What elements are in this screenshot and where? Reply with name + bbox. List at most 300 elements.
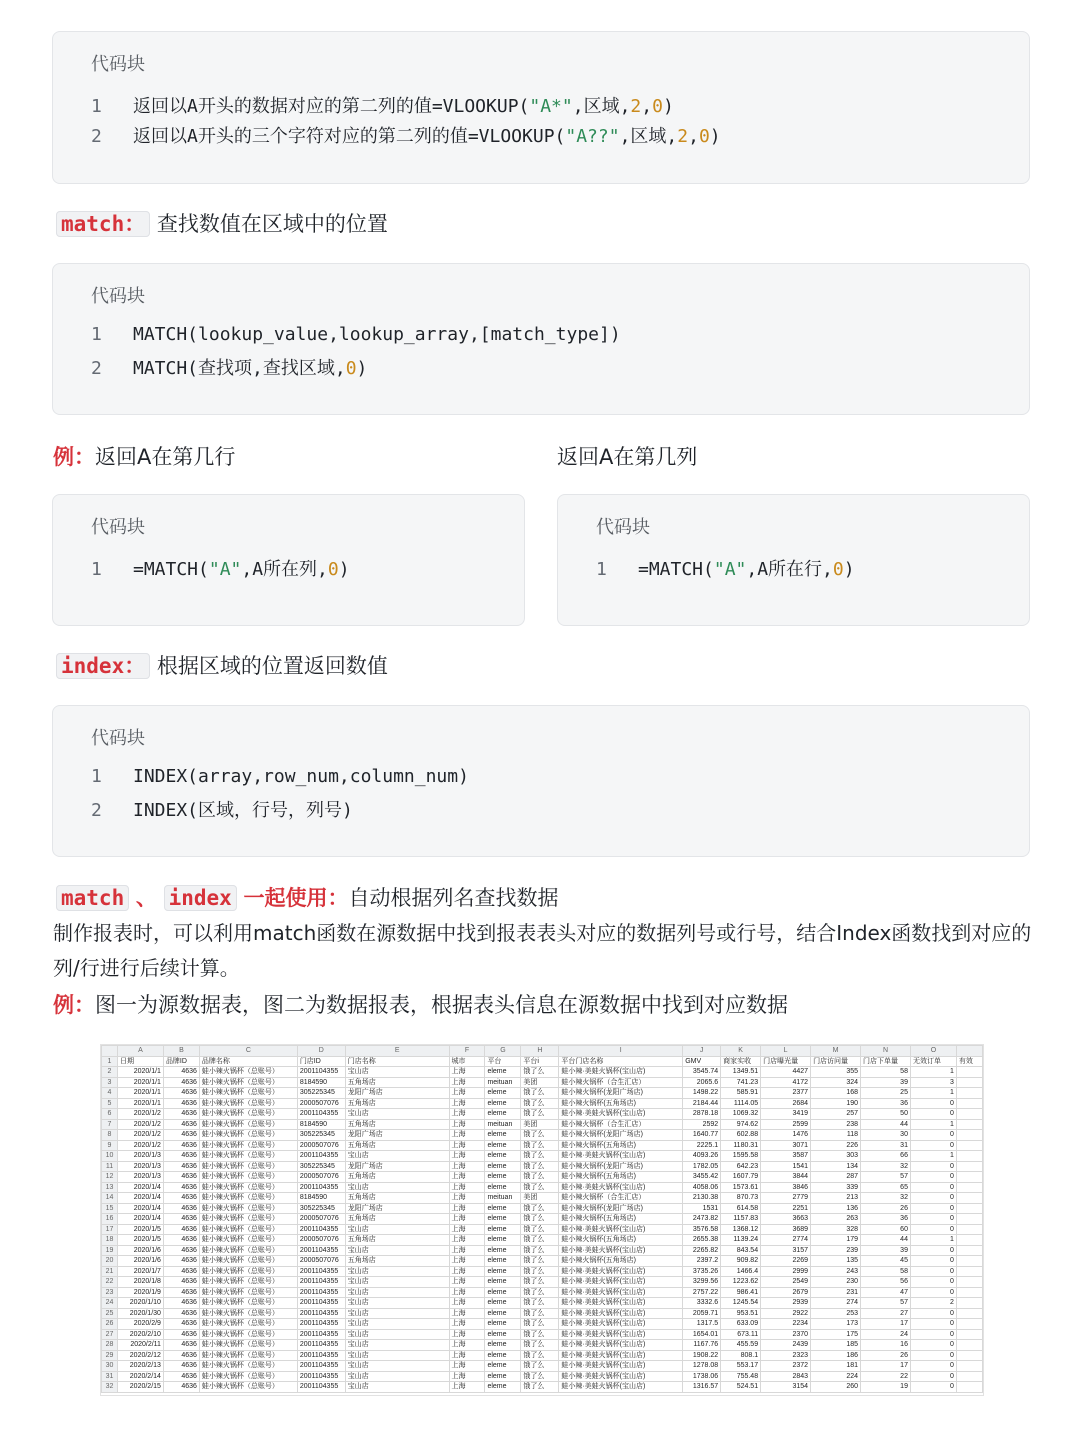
data-cell[interactable]: 2774 — [761, 1235, 811, 1246]
data-cell[interactable]: 饿了么 — [521, 1098, 559, 1109]
data-cell[interactable]: 饿了么 — [521, 1287, 559, 1298]
data-cell[interactable]: 蛙小辣火锅杯(龙阳广场店) — [559, 1161, 683, 1172]
data-cell[interactable]: 974.62 — [721, 1119, 761, 1130]
data-cell[interactable]: 饿了么 — [521, 1319, 559, 1330]
data-cell[interactable]: 2000507076 — [297, 1214, 345, 1225]
data-cell[interactable]: 龙阳广场店 — [345, 1130, 449, 1141]
data-cell[interactable]: 2439 — [761, 1340, 811, 1351]
data-cell[interactable]: 2 — [910, 1298, 956, 1309]
data-cell[interactable]: 蛙小辣·美蛙火锅杯(宝山店) — [559, 1361, 683, 1372]
data-cell[interactable]: 26 — [861, 1203, 911, 1214]
data-cell[interactable]: 324 — [811, 1077, 861, 1088]
data-cell[interactable]: eleme — [485, 1371, 521, 1382]
data-cell[interactable]: 2549 — [761, 1277, 811, 1288]
data-cell[interactable]: 饿了么 — [521, 1151, 559, 1162]
data-cell[interactable]: 宝山店 — [345, 1329, 449, 1340]
data-cell[interactable]: 0 — [910, 1382, 956, 1393]
data-cell[interactable]: 蛙小辣火锅杯（总账号） — [199, 1382, 297, 1393]
data-cell[interactable]: 305225345 — [297, 1203, 345, 1214]
data-cell[interactable]: 2020/1/1 — [117, 1077, 163, 1088]
data-cell[interactable]: 2020/1/4 — [117, 1182, 163, 1193]
data-cell[interactable]: 上海 — [449, 1256, 485, 1267]
data-cell[interactable]: 蛙小辣·美蛙火锅杯(宝山店) — [559, 1329, 683, 1340]
data-cell[interactable]: 上海 — [449, 1266, 485, 1277]
data-cell[interactable]: 五角场店 — [345, 1193, 449, 1204]
data-cell[interactable]: 2372 — [761, 1361, 811, 1372]
data-cell[interactable] — [956, 1151, 982, 1162]
data-cell[interactable] — [956, 1193, 982, 1204]
data-cell[interactable]: 美团 — [521, 1119, 559, 1130]
data-cell[interactable]: 蛙小辣·美蛙火锅杯(宝山店) — [559, 1298, 683, 1309]
data-cell[interactable]: 上海 — [449, 1067, 485, 1078]
data-cell[interactable]: 2020/1/1 — [117, 1067, 163, 1078]
row-number[interactable]: 6 — [102, 1109, 118, 1120]
data-cell[interactable]: 1 — [910, 1119, 956, 1130]
data-cell[interactable]: 龙阳广场店 — [345, 1161, 449, 1172]
data-cell[interactable]: 2020/1/3 — [117, 1172, 163, 1183]
data-cell[interactable]: 1069.32 — [721, 1109, 761, 1120]
data-cell[interactable]: 2020/1/2 — [117, 1109, 163, 1120]
data-cell[interactable]: 蛙小辣火锅杯(五角场店) — [559, 1256, 683, 1267]
data-cell[interactable]: 蛙小辣·美蛙火锅杯(宝山店) — [559, 1182, 683, 1193]
data-cell[interactable]: 蛙小辣火锅杯（总账号） — [199, 1130, 297, 1141]
header-cell[interactable]: 商家实收 — [721, 1056, 761, 1067]
data-cell[interactable]: 蛙小辣火锅杯（总账号） — [199, 1224, 297, 1235]
data-cell[interactable] — [956, 1287, 982, 1298]
data-cell[interactable]: 2020/2/10 — [117, 1329, 163, 1340]
data-cell[interactable] — [956, 1098, 982, 1109]
data-cell[interactable]: 2265.82 — [683, 1245, 721, 1256]
data-cell[interactable]: 186 — [811, 1350, 861, 1361]
data-cell[interactable]: 173 — [811, 1319, 861, 1330]
data-cell[interactable]: 2001104355 — [297, 1308, 345, 1319]
data-cell[interactable]: 303 — [811, 1151, 861, 1162]
data-cell[interactable] — [956, 1182, 982, 1193]
data-cell[interactable]: eleme — [485, 1350, 521, 1361]
data-cell[interactable]: 上海 — [449, 1172, 485, 1183]
data-cell[interactable]: 1 — [910, 1067, 956, 1078]
data-cell[interactable]: 2000507076 — [297, 1098, 345, 1109]
data-cell[interactable]: 蛙小辣火锅杯（合生汇店） — [559, 1077, 683, 1088]
data-cell[interactable]: 45 — [861, 1256, 911, 1267]
data-cell[interactable]: 1317.5 — [683, 1319, 721, 1330]
data-cell[interactable]: 4427 — [761, 1067, 811, 1078]
data-cell[interactable]: 8184590 — [297, 1193, 345, 1204]
data-cell[interactable]: 蛙小辣火锅杯（总账号） — [199, 1319, 297, 1330]
data-cell[interactable]: 58 — [861, 1067, 911, 1078]
data-cell[interactable]: 上海 — [449, 1214, 485, 1225]
data-cell[interactable]: 27 — [861, 1308, 911, 1319]
data-cell[interactable]: 宝山店 — [345, 1319, 449, 1330]
data-cell[interactable]: 饿了么 — [521, 1109, 559, 1120]
data-cell[interactable]: 2939 — [761, 1298, 811, 1309]
data-cell[interactable]: 1908.22 — [683, 1350, 721, 1361]
data-cell[interactable]: 4172 — [761, 1077, 811, 1088]
column-letter[interactable]: K — [721, 1046, 761, 1057]
data-cell[interactable]: 58 — [861, 1266, 911, 1277]
data-cell[interactable]: 47 — [861, 1287, 911, 1298]
data-cell[interactable]: 蛙小辣火锅杯（总账号） — [199, 1287, 297, 1298]
header-cell[interactable]: 门店曝光量 — [761, 1056, 811, 1067]
data-cell[interactable]: 226 — [811, 1140, 861, 1151]
data-cell[interactable]: 553.17 — [721, 1361, 761, 1372]
header-cell[interactable]: 品牌ID — [163, 1056, 199, 1067]
row-number[interactable]: 5 — [102, 1098, 118, 1109]
data-cell[interactable]: 3157 — [761, 1245, 811, 1256]
data-cell[interactable]: 饿了么 — [521, 1245, 559, 1256]
data-cell[interactable]: 2251 — [761, 1203, 811, 1214]
data-cell[interactable]: 蛙小辣火锅杯（总账号） — [199, 1256, 297, 1267]
data-cell[interactable]: 饿了么 — [521, 1266, 559, 1277]
row-number[interactable]: 29 — [102, 1350, 118, 1361]
data-cell[interactable]: 上海 — [449, 1224, 485, 1235]
data-cell[interactable]: 0 — [910, 1098, 956, 1109]
data-cell[interactable]: 4636 — [163, 1361, 199, 1372]
data-cell[interactable]: 2684 — [761, 1098, 811, 1109]
data-cell[interactable]: 蛙小辣火锅杯（总账号） — [199, 1067, 297, 1078]
data-cell[interactable]: 185 — [811, 1340, 861, 1351]
data-cell[interactable] — [956, 1224, 982, 1235]
data-cell[interactable]: 蛙小辣火锅杯(五角场店) — [559, 1235, 683, 1246]
data-cell[interactable]: 3689 — [761, 1224, 811, 1235]
data-cell[interactable]: 2020/2/15 — [117, 1382, 163, 1393]
data-cell[interactable]: 饿了么 — [521, 1182, 559, 1193]
data-cell[interactable]: 4636 — [163, 1298, 199, 1309]
data-cell[interactable] — [956, 1088, 982, 1099]
data-cell[interactable]: 3545.74 — [683, 1067, 721, 1078]
data-cell[interactable]: 蛙小辣·美蛙火锅杯(宝山店) — [559, 1277, 683, 1288]
data-cell[interactable]: 饿了么 — [521, 1361, 559, 1372]
data-cell[interactable]: 上海 — [449, 1361, 485, 1372]
data-cell[interactable]: 181 — [811, 1361, 861, 1372]
data-cell[interactable]: 17 — [861, 1361, 911, 1372]
data-cell[interactable] — [956, 1340, 982, 1351]
row-number[interactable]: 12 — [102, 1172, 118, 1183]
data-cell[interactable]: 3 — [910, 1077, 956, 1088]
data-cell[interactable]: 0 — [910, 1161, 956, 1172]
data-cell[interactable]: 585.91 — [721, 1088, 761, 1099]
data-cell[interactable]: 蛙小辣·美蛙火锅杯(宝山店) — [559, 1067, 683, 1078]
data-cell[interactable]: 4636 — [163, 1224, 199, 1235]
data-cell[interactable]: 741.23 — [721, 1077, 761, 1088]
data-cell[interactable]: 4636 — [163, 1329, 199, 1340]
data-cell[interactable]: 五角场店 — [345, 1214, 449, 1225]
data-cell[interactable] — [956, 1245, 982, 1256]
data-cell[interactable]: 上海 — [449, 1119, 485, 1130]
data-cell[interactable]: 30 — [861, 1130, 911, 1141]
data-cell[interactable]: 2599 — [761, 1119, 811, 1130]
header-cell[interactable]: 平台i — [521, 1056, 559, 1067]
data-cell[interactable]: 986.41 — [721, 1287, 761, 1298]
data-cell[interactable]: 2000507076 — [297, 1172, 345, 1183]
data-cell[interactable]: 1738.06 — [683, 1371, 721, 1382]
data-cell[interactable]: 蛙小辣·美蛙火锅杯(宝山店) — [559, 1224, 683, 1235]
data-cell[interactable]: 上海 — [449, 1151, 485, 1162]
data-cell[interactable]: 339 — [811, 1182, 861, 1193]
column-letter[interactable]: H — [521, 1046, 559, 1057]
data-cell[interactable]: 饿了么 — [521, 1308, 559, 1319]
data-cell[interactable]: 蛙小辣火锅杯（总账号） — [199, 1214, 297, 1225]
data-cell[interactable]: 3576.58 — [683, 1224, 721, 1235]
data-cell[interactable]: 饿了么 — [521, 1256, 559, 1267]
data-cell[interactable]: eleme — [485, 1130, 521, 1141]
data-cell[interactable]: 宝山店 — [345, 1109, 449, 1120]
data-cell[interactable]: 上海 — [449, 1382, 485, 1393]
data-cell[interactable]: 饿了么 — [521, 1172, 559, 1183]
data-cell[interactable]: 蛙小辣火锅杯（合生汇店） — [559, 1119, 683, 1130]
row-number[interactable]: 14 — [102, 1193, 118, 1204]
row-number[interactable]: 19 — [102, 1245, 118, 1256]
column-letter[interactable]: C — [199, 1046, 297, 1057]
data-cell[interactable]: meituan — [485, 1193, 521, 1204]
data-cell[interactable]: 上海 — [449, 1203, 485, 1214]
data-cell[interactable]: 2225.1 — [683, 1140, 721, 1151]
data-cell[interactable]: 1223.62 — [721, 1277, 761, 1288]
data-cell[interactable]: 2020/1/2 — [117, 1130, 163, 1141]
data-cell[interactable]: 2377 — [761, 1088, 811, 1099]
data-cell[interactable]: 上海 — [449, 1193, 485, 1204]
data-cell[interactable]: 饿了么 — [521, 1382, 559, 1393]
data-cell[interactable]: 宝山店 — [345, 1277, 449, 1288]
data-cell[interactable]: 614.58 — [721, 1203, 761, 1214]
data-cell[interactable]: 0 — [910, 1172, 956, 1183]
data-cell[interactable]: 4636 — [163, 1245, 199, 1256]
data-cell[interactable]: meituan — [485, 1077, 521, 1088]
data-cell[interactable]: 305225345 — [297, 1088, 345, 1099]
data-cell[interactable]: meituan — [485, 1119, 521, 1130]
data-cell[interactable]: eleme — [485, 1245, 521, 1256]
data-cell[interactable]: 633.09 — [721, 1319, 761, 1330]
data-cell[interactable]: eleme — [485, 1214, 521, 1225]
data-cell[interactable]: 0 — [910, 1256, 956, 1267]
data-cell[interactable]: eleme — [485, 1088, 521, 1099]
data-cell[interactable] — [956, 1109, 982, 1120]
data-cell[interactable]: 2020/2/12 — [117, 1350, 163, 1361]
data-cell[interactable]: 0 — [910, 1329, 956, 1340]
data-cell[interactable]: 455.59 — [721, 1340, 761, 1351]
row-number[interactable]: 21 — [102, 1266, 118, 1277]
data-cell[interactable]: 蛙小辣火锅杯（总账号） — [199, 1371, 297, 1382]
data-cell[interactable]: 4636 — [163, 1172, 199, 1183]
row-number[interactable]: 10 — [102, 1151, 118, 1162]
data-cell[interactable]: eleme — [485, 1382, 521, 1393]
data-cell[interactable]: 上海 — [449, 1077, 485, 1088]
data-cell[interactable]: 0 — [910, 1109, 956, 1120]
data-cell[interactable]: 843.54 — [721, 1245, 761, 1256]
data-cell[interactable]: 2020/2/9 — [117, 1319, 163, 1330]
row-number[interactable]: 27 — [102, 1329, 118, 1340]
column-letter[interactable]: A — [117, 1046, 163, 1057]
data-cell[interactable]: 642.23 — [721, 1161, 761, 1172]
data-cell[interactable]: eleme — [485, 1161, 521, 1172]
data-cell[interactable]: 2655.38 — [683, 1235, 721, 1246]
data-cell[interactable]: 2679 — [761, 1287, 811, 1298]
data-cell[interactable]: 2184.44 — [683, 1098, 721, 1109]
data-cell[interactable]: eleme — [485, 1298, 521, 1309]
data-cell[interactable]: eleme — [485, 1203, 521, 1214]
data-cell[interactable]: 24 — [861, 1329, 911, 1340]
data-cell[interactable]: 宝山店 — [345, 1266, 449, 1277]
data-cell[interactable]: 2922 — [761, 1308, 811, 1319]
data-cell[interactable]: eleme — [485, 1287, 521, 1298]
data-cell[interactable]: 蛙小辣·美蛙火锅杯(宝山店) — [559, 1319, 683, 1330]
data-cell[interactable]: 1 — [910, 1235, 956, 1246]
data-cell[interactable]: 0 — [910, 1319, 956, 1330]
data-cell[interactable]: 蛙小辣火锅杯（总账号） — [199, 1119, 297, 1130]
data-cell[interactable]: 2843 — [761, 1371, 811, 1382]
data-cell[interactable]: 1466.4 — [721, 1266, 761, 1277]
data-cell[interactable]: 4636 — [163, 1214, 199, 1225]
data-cell[interactable]: 五角场店 — [345, 1172, 449, 1183]
data-cell[interactable]: 230 — [811, 1277, 861, 1288]
data-cell[interactable]: 蛙小辣火锅杯（总账号） — [199, 1077, 297, 1088]
data-cell[interactable]: 2878.18 — [683, 1109, 721, 1120]
data-cell[interactable]: eleme — [485, 1182, 521, 1193]
data-cell[interactable]: 蛙小辣火锅杯（总账号） — [199, 1172, 297, 1183]
data-cell[interactable]: 3299.56 — [683, 1277, 721, 1288]
data-cell[interactable]: 4636 — [163, 1151, 199, 1162]
data-cell[interactable]: 257 — [811, 1109, 861, 1120]
data-cell[interactable]: 134 — [811, 1161, 861, 1172]
data-cell[interactable] — [956, 1256, 982, 1267]
data-cell[interactable]: eleme — [485, 1235, 521, 1246]
data-cell[interactable]: 4636 — [163, 1256, 199, 1267]
header-cell[interactable]: GMV — [683, 1056, 721, 1067]
data-cell[interactable]: 4636 — [163, 1088, 199, 1099]
row-number[interactable]: 15 — [102, 1203, 118, 1214]
data-cell[interactable]: 4636 — [163, 1287, 199, 1298]
data-cell[interactable]: 0 — [910, 1224, 956, 1235]
data-cell[interactable]: 1114.05 — [721, 1098, 761, 1109]
data-cell[interactable]: 1595.58 — [721, 1151, 761, 1162]
data-cell[interactable]: 2269 — [761, 1256, 811, 1267]
data-cell[interactable]: 190 — [811, 1098, 861, 1109]
data-cell[interactable]: 50 — [861, 1109, 911, 1120]
data-cell[interactable]: 3663 — [761, 1214, 811, 1225]
data-cell[interactable]: 36 — [861, 1214, 911, 1225]
column-letter[interactable]: O — [910, 1046, 956, 1057]
data-cell[interactable]: 2370 — [761, 1329, 811, 1340]
column-letter[interactable]: L — [761, 1046, 811, 1057]
data-cell[interactable]: 2001104355 — [297, 1361, 345, 1372]
data-cell[interactable]: 287 — [811, 1172, 861, 1183]
data-cell[interactable]: 1368.12 — [721, 1224, 761, 1235]
data-cell[interactable]: 蛙小辣火锅杯(龙阳广场店) — [559, 1130, 683, 1141]
data-cell[interactable]: 美团 — [521, 1193, 559, 1204]
data-cell[interactable]: 2757.22 — [683, 1287, 721, 1298]
data-cell[interactable]: 808.1 — [721, 1350, 761, 1361]
data-cell[interactable]: 蛙小辣火锅杯（总账号） — [199, 1329, 297, 1340]
data-cell[interactable]: 2020/1/2 — [117, 1140, 163, 1151]
data-cell[interactable]: 3735.26 — [683, 1266, 721, 1277]
data-cell[interactable]: 2020/1/3 — [117, 1161, 163, 1172]
data-cell[interactable]: 上海 — [449, 1371, 485, 1382]
data-cell[interactable]: 蛙小辣火锅杯（总账号） — [199, 1088, 297, 1099]
data-cell[interactable]: 1640.77 — [683, 1130, 721, 1141]
data-cell[interactable]: 4636 — [163, 1266, 199, 1277]
data-cell[interactable]: 4636 — [163, 1308, 199, 1319]
data-cell[interactable] — [956, 1067, 982, 1078]
data-cell[interactable]: 2020/1/4 — [117, 1203, 163, 1214]
data-cell[interactable]: eleme — [485, 1256, 521, 1267]
data-cell[interactable]: 2020/1/7 — [117, 1266, 163, 1277]
data-cell[interactable]: 0 — [910, 1371, 956, 1382]
data-cell[interactable]: 蛙小辣火锅杯（总账号） — [199, 1235, 297, 1246]
data-cell[interactable]: 上海 — [449, 1109, 485, 1120]
data-cell[interactable]: 上海 — [449, 1098, 485, 1109]
data-cell[interactable]: 2397.2 — [683, 1256, 721, 1267]
data-cell[interactable] — [956, 1161, 982, 1172]
data-cell[interactable] — [956, 1077, 982, 1088]
data-cell[interactable]: 2001104355 — [297, 1371, 345, 1382]
data-cell[interactable]: 2001104355 — [297, 1266, 345, 1277]
data-cell[interactable]: 宝山店 — [345, 1287, 449, 1298]
data-cell[interactable]: 57 — [861, 1172, 911, 1183]
data-cell[interactable]: eleme — [485, 1098, 521, 1109]
data-cell[interactable]: 909.82 — [721, 1256, 761, 1267]
row-number[interactable]: 24 — [102, 1298, 118, 1309]
data-cell[interactable]: 2020/1/2 — [117, 1119, 163, 1130]
data-cell[interactable]: 2234 — [761, 1319, 811, 1330]
data-cell[interactable]: 1245.54 — [721, 1298, 761, 1309]
data-cell[interactable]: 39 — [861, 1245, 911, 1256]
data-cell[interactable]: 4636 — [163, 1340, 199, 1351]
data-cell[interactable]: 3419 — [761, 1109, 811, 1120]
data-cell[interactable]: 1167.76 — [683, 1340, 721, 1351]
data-cell[interactable]: 1498.22 — [683, 1088, 721, 1099]
data-cell[interactable]: 16 — [861, 1340, 911, 1351]
data-cell[interactable]: 龙阳广场店 — [345, 1203, 449, 1214]
data-cell[interactable]: 2001104355 — [297, 1350, 345, 1361]
data-cell[interactable]: 2020/1/1 — [117, 1098, 163, 1109]
data-cell[interactable]: 0 — [910, 1130, 956, 1141]
data-cell[interactable]: 蛙小辣火锅杯（总账号） — [199, 1109, 297, 1120]
column-letter[interactable]: F — [449, 1046, 485, 1057]
data-cell[interactable]: 44 — [861, 1235, 911, 1246]
header-cell[interactable]: 平台 — [485, 1056, 521, 1067]
data-cell[interactable]: 57 — [861, 1298, 911, 1309]
data-cell[interactable]: 175 — [811, 1329, 861, 1340]
row-number[interactable]: 28 — [102, 1340, 118, 1351]
data-cell[interactable]: 4636 — [163, 1277, 199, 1288]
data-cell[interactable]: 2020/1/4 — [117, 1214, 163, 1225]
row-number[interactable]: 22 — [102, 1277, 118, 1288]
data-cell[interactable]: 宝山店 — [345, 1350, 449, 1361]
data-cell[interactable]: 260 — [811, 1382, 861, 1393]
data-cell[interactable]: 蛙小辣火锅杯（总账号） — [199, 1340, 297, 1351]
data-cell[interactable]: 2020/1/10 — [117, 1298, 163, 1309]
data-cell[interactable]: 231 — [811, 1287, 861, 1298]
data-cell[interactable]: 953.51 — [721, 1308, 761, 1319]
data-cell[interactable]: 上海 — [449, 1140, 485, 1151]
data-cell[interactable]: 饿了么 — [521, 1067, 559, 1078]
column-letter[interactable]: N — [861, 1046, 911, 1057]
data-cell[interactable]: eleme — [485, 1319, 521, 1330]
data-cell[interactable]: 2020/1/1 — [117, 1088, 163, 1099]
data-cell[interactable]: 2020/1/9 — [117, 1287, 163, 1298]
data-cell[interactable]: 1782.05 — [683, 1161, 721, 1172]
data-cell[interactable]: 蛙小辣火锅杯(龙阳广场店) — [559, 1203, 683, 1214]
data-cell[interactable] — [956, 1203, 982, 1214]
data-cell[interactable]: 饿了么 — [521, 1298, 559, 1309]
data-cell[interactable]: 蛙小辣火锅杯(五角场店) — [559, 1172, 683, 1183]
data-cell[interactable]: 2001104355 — [297, 1245, 345, 1256]
data-cell[interactable]: 蛙小辣火锅杯（合生汇店） — [559, 1193, 683, 1204]
data-cell[interactable]: 1180.31 — [721, 1140, 761, 1151]
row-number[interactable]: 32 — [102, 1382, 118, 1393]
row-number[interactable]: 26 — [102, 1319, 118, 1330]
row-number[interactable]: 18 — [102, 1235, 118, 1246]
